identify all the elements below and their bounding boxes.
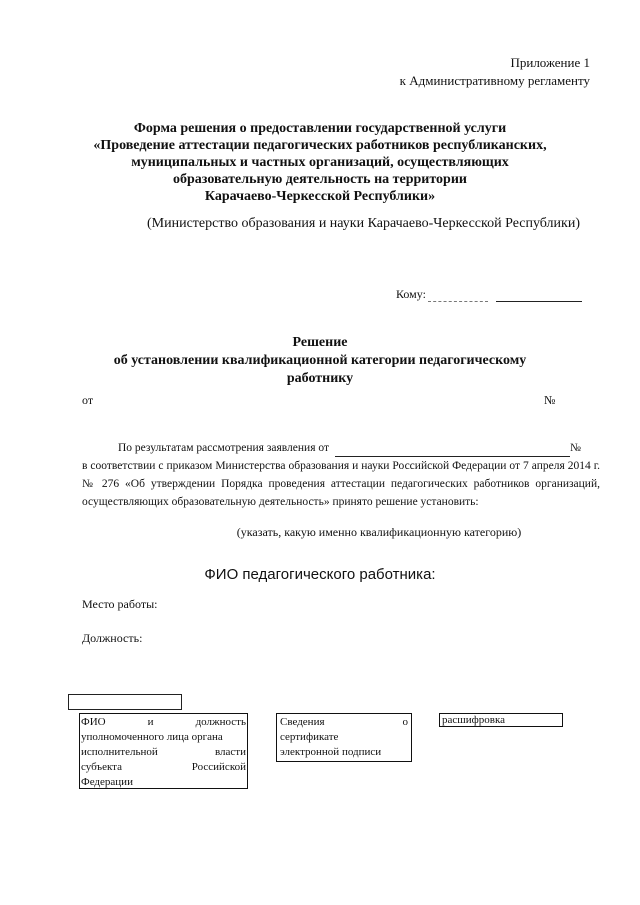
box-text: власти [215,746,246,758]
blank-stamp-box [68,694,182,710]
form-title-line: образовательную деятельность на территории [173,172,467,187]
form-title-line: Форма решения о предоставлении государственной услуги [133,121,507,136]
appendix-header [400,54,590,90]
box-text: Федерации [81,776,133,788]
box-text: электронной подписи [280,746,382,758]
box-text: о [402,716,408,728]
box-text: Российской [191,761,246,773]
application-date-blank [335,445,570,457]
form-title-line: Карачаево-Черкесской Республики» [204,189,436,204]
box-text: и [147,716,154,728]
box-text: исполнительной [81,746,158,758]
appendix-reference: к Административному регламенту [399,73,590,88]
category-note: (указать, какую именно квалификационную категорию) [236,525,522,539]
recipient-label: Кому: [396,287,426,301]
decision-body [82,439,600,511]
official-name-row [81,745,246,760]
decision-subtitle-cont: работнику [286,371,354,386]
official-name-row [81,715,246,730]
recipient-field [396,287,582,302]
application-text: По результатам рассмотрения заявления от [118,442,329,454]
e-signature-box [276,713,412,762]
box-text: должность [195,716,246,728]
number-sign: № [544,393,556,407]
teacher-name-label: ФИО педагогического работника: [204,566,436,583]
ministry-name: (Министерство образования и науки Карачаево-Черкесской Республики) [146,216,580,231]
box-text: сертификате [280,731,339,743]
decision-paragraph: в соответствии с приказом Министерства образования и науки Российской Федерации от 7 апреля 2014 г. № 276 «Об утверждении Порядка проведения аттестации педагогических работников организаций, осуществляющих образовательную деятельность» принято решение установить: [82,460,600,508]
date-from-label: от [82,393,94,407]
official-name-box [79,713,248,789]
decision-heading [60,334,580,388]
box-text: ФИО [81,716,106,728]
application-line [82,439,600,457]
form-title [60,120,580,205]
box-text: субъекта [81,761,123,773]
position-label: Должность: [82,631,143,645]
official-name-row [81,760,246,775]
appendix-number: Приложение 1 [510,55,590,70]
signature-transcript-box: расшифровка [439,713,563,727]
box-text: Сведения [280,716,325,728]
e-signature-row [280,715,408,730]
form-title-line: муниципальных и частных организаций, осуществляющих [131,155,509,170]
recipient-blank [428,291,488,302]
application-number-sign: № [570,442,581,454]
box-text: уполномоченного лица органа [81,731,223,743]
workplace-label: Место работы: [82,597,158,611]
decision-subtitle: об установлении квалификационной категории педагогическому [113,353,527,368]
recipient-blank-2 [496,291,582,302]
decision-title: Решение [292,335,348,350]
form-title-line: «Проведение аттестации педагогических работников республиканских, [93,138,547,153]
